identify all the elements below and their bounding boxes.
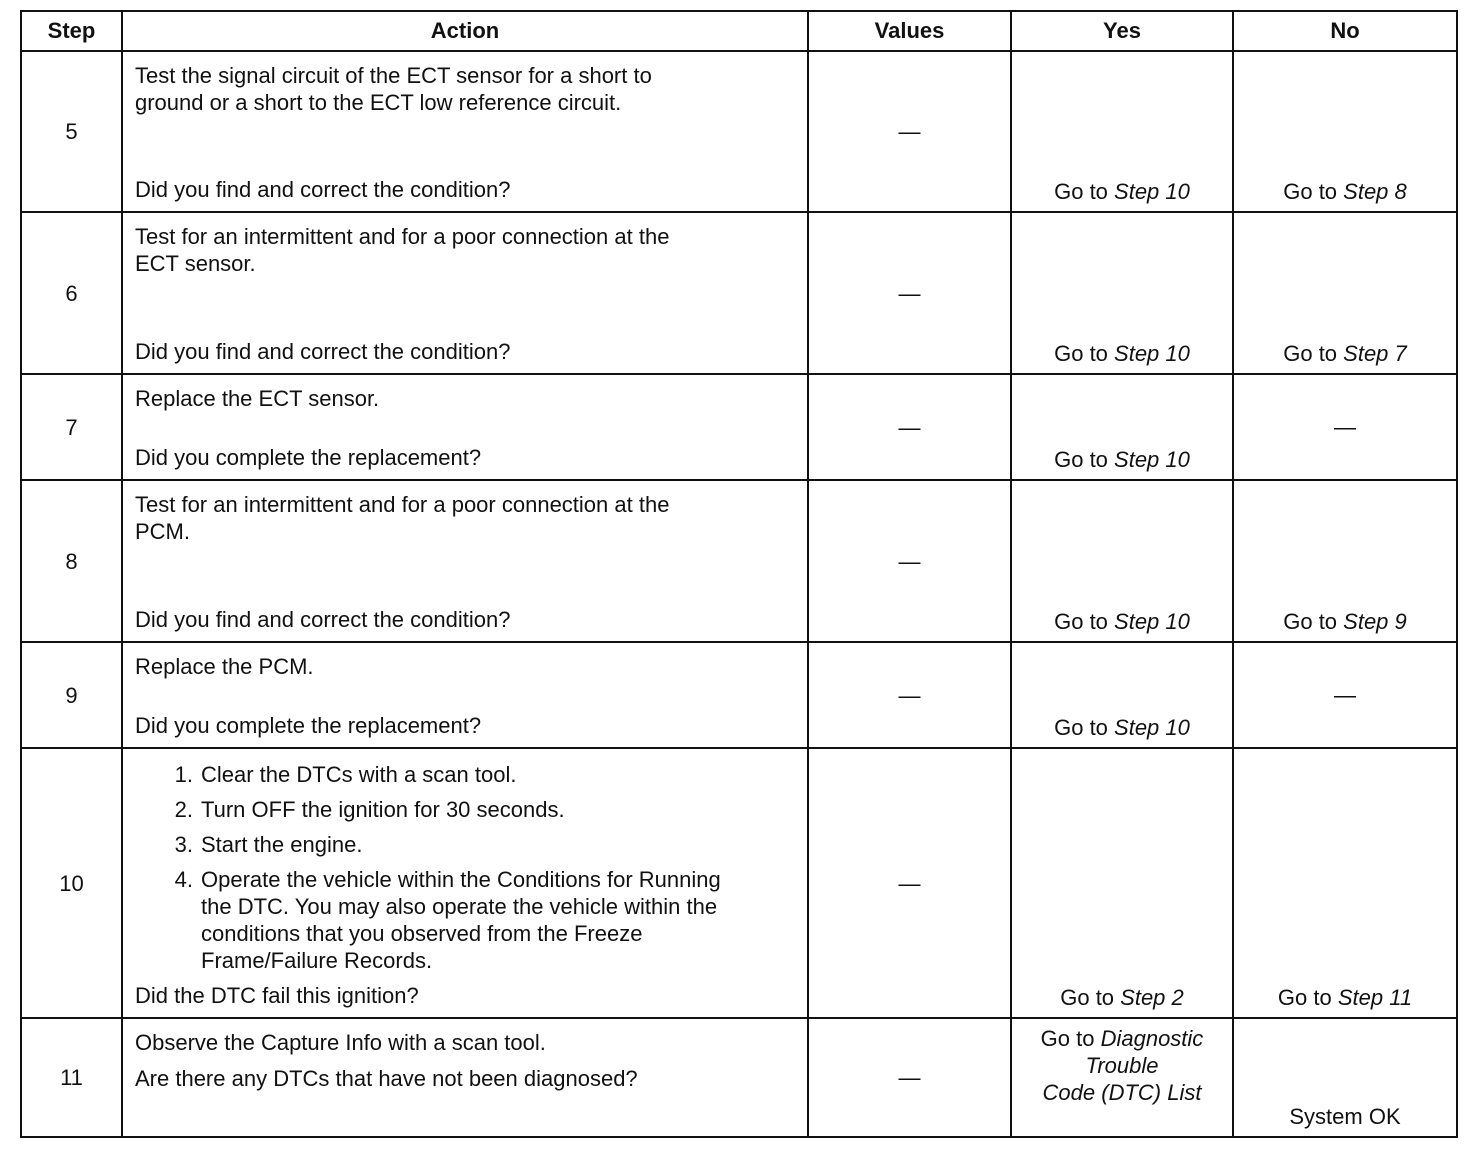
action-question: Did you find and correct the condition?: [135, 607, 511, 632]
step-number: 10: [21, 748, 122, 1018]
action-text: Test the signal circuit of the ECT sensor for a short to: [135, 63, 652, 88]
step-link: Step 11: [1337, 985, 1413, 1010]
list-item: 4. Operate the vehicle within the Conditions for Running the DTC. You may also operate the vehicle within the conditions that you observed from the Freeze Frame/Failure Records.: [174, 867, 721, 973]
list-item: 2. Turn OFF the ignition for 30 seconds.: [174, 797, 565, 822]
action-text: Replace the PCM.: [135, 654, 314, 679]
no-answer[interactable]: Go to Step 9: [1283, 609, 1407, 634]
step-number: 7: [21, 374, 122, 480]
action-text: Test for an intermittent and for a poor connection at the: [135, 492, 670, 517]
no-cell: [1233, 642, 1457, 748]
values-cell: —: [808, 748, 1011, 1018]
no-cell: [1233, 480, 1457, 642]
action-question: Did you find and correct the condition?: [135, 339, 511, 364]
no-answer: —: [1334, 682, 1356, 708]
table-row: [21, 212, 1457, 374]
no-cell: [1233, 1018, 1457, 1137]
action-question: Did you complete the replacement?: [135, 445, 482, 470]
no-cell: [1233, 212, 1457, 374]
diagnostic-table: [20, 10, 1458, 1138]
yes-answer[interactable]: Go to Step 10: [1054, 179, 1190, 204]
action-cell: [122, 642, 808, 748]
no-answer: System OK: [1289, 1104, 1401, 1129]
yes-cell: [1011, 374, 1233, 480]
step-link: Step 10: [1114, 609, 1190, 634]
yes-cell: [1011, 748, 1233, 1018]
procedure-list: [135, 761, 795, 974]
table-row: [21, 1018, 1457, 1137]
header-yes: Yes: [1011, 11, 1233, 51]
step-number: 11: [21, 1018, 122, 1137]
yes-answer[interactable]: Go to Step 10: [1054, 609, 1190, 634]
list-item: 3. Start the engine.: [174, 832, 363, 857]
action-cell: [122, 1018, 808, 1137]
step-link: Step 9: [1343, 609, 1407, 634]
action-cell: [122, 374, 808, 480]
no-cell: [1233, 374, 1457, 480]
yes-cell: [1011, 1018, 1233, 1137]
step-number: 6: [21, 212, 122, 374]
action-cell: [122, 480, 808, 642]
action-question: Did you complete the replacement?: [135, 713, 482, 738]
table-row: [21, 480, 1457, 642]
action-text: Test for an intermittent and for a poor connection at the: [135, 224, 670, 249]
action-text: ground or a short to the ECT low reference circuit.: [135, 90, 622, 115]
header-values: Values: [808, 11, 1011, 51]
no-answer[interactable]: Go to Step 7: [1283, 341, 1407, 366]
step-link: Step 10: [1114, 341, 1190, 366]
values-cell: —: [808, 480, 1011, 642]
table-row: [21, 748, 1457, 1018]
table-row: [21, 642, 1457, 748]
action-text: PCM.: [135, 519, 190, 544]
values-cell: —: [808, 642, 1011, 748]
action-cell: [122, 212, 808, 374]
step-link: Step 10: [1114, 447, 1190, 472]
yes-cell: [1011, 212, 1233, 374]
values-cell: —: [808, 374, 1011, 480]
step-number: 5: [21, 51, 122, 212]
no-answer: —: [1334, 414, 1356, 440]
values-cell: —: [808, 1018, 1011, 1137]
step-link: Code (DTC) List: [1042, 1080, 1202, 1105]
action-question: Are there any DTCs that have not been diagnosed?: [135, 1066, 638, 1091]
table-row: [21, 374, 1457, 480]
list-item: 1. Clear the DTCs with a scan tool.: [174, 762, 517, 787]
header-step: Step: [21, 11, 122, 51]
step-link: Step 2: [1120, 985, 1184, 1010]
step-link: Step 7: [1343, 341, 1407, 366]
action-text: ECT sensor.: [135, 251, 256, 276]
step-number: 9: [21, 642, 122, 748]
action-question: Did the DTC fail this ignition?: [135, 983, 419, 1008]
step-number: 8: [21, 480, 122, 642]
yes-cell: [1011, 51, 1233, 212]
action-text: Observe the Capture Info with a scan tool.: [135, 1030, 546, 1055]
table-row: [21, 51, 1457, 212]
no-answer[interactable]: Go to Step 11: [1277, 985, 1413, 1010]
action-cell: [122, 51, 808, 212]
step-link: Trouble: [1085, 1053, 1159, 1078]
yes-answer[interactable]: Go to Step 10: [1054, 447, 1190, 472]
header-no: No: [1233, 11, 1457, 51]
yes-cell: [1011, 480, 1233, 642]
header-action: Action: [122, 11, 808, 51]
yes-answer[interactable]: Go to Step 10: [1054, 341, 1190, 366]
no-answer[interactable]: Go to Step 8: [1283, 179, 1407, 204]
yes-cell: [1011, 642, 1233, 748]
yes-answer[interactable]: Go to Diagnostic Trouble Code (DTC) List: [1040, 1026, 1204, 1105]
step-link: Step 8: [1343, 179, 1407, 204]
no-cell: [1233, 748, 1457, 1018]
action-cell: [122, 748, 808, 1018]
yes-answer[interactable]: Go to Step 2: [1060, 985, 1184, 1010]
step-link: Diagnostic: [1100, 1026, 1204, 1051]
step-link: Step 10: [1114, 179, 1190, 204]
header-row: [21, 11, 1457, 51]
action-question: Did you find and correct the condition?: [135, 177, 511, 202]
values-cell: —: [808, 212, 1011, 374]
values-cell: —: [808, 51, 1011, 212]
action-text: Replace the ECT sensor.: [135, 386, 380, 411]
yes-answer[interactable]: Go to Step 10: [1054, 715, 1190, 740]
step-link: Step 10: [1114, 715, 1190, 740]
no-cell: [1233, 51, 1457, 212]
